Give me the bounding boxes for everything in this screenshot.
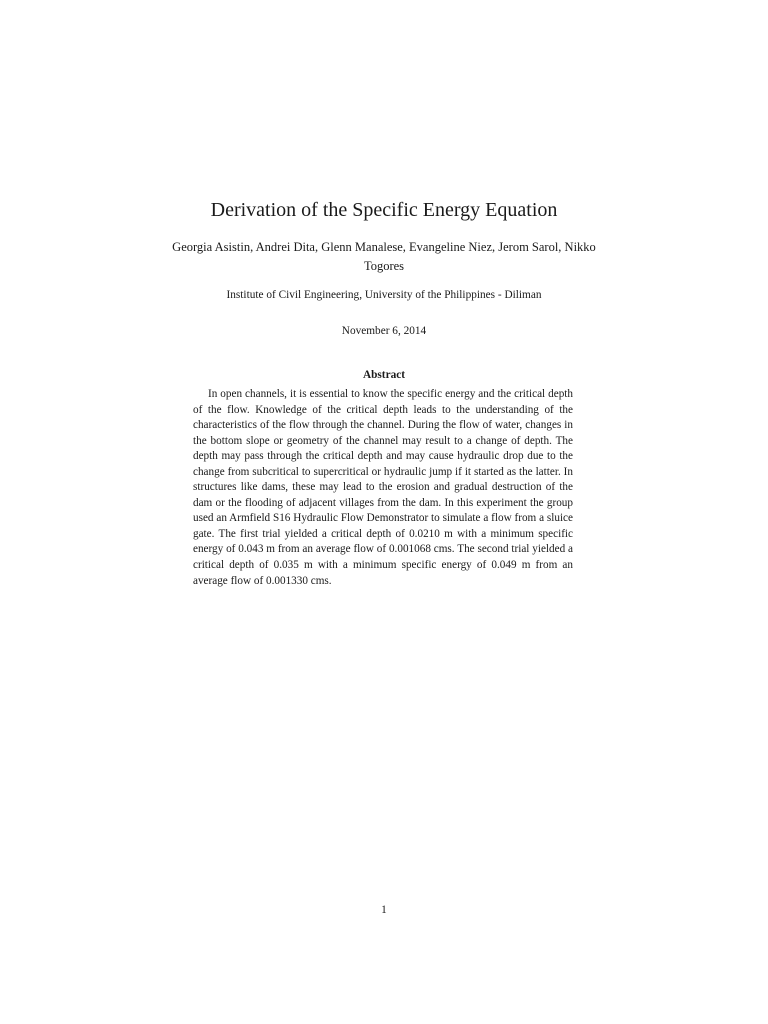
page-number: 1 xyxy=(381,904,387,916)
abstract-body xyxy=(193,387,573,589)
publication-date: November 6, 2014 xyxy=(341,325,427,337)
author-list: Georgia Asistin, Andrei Dita, Glenn Manalese, Evangeline Niez, Jerom Sarol, Nikko Togores xyxy=(172,240,596,273)
paper-title: Derivation of the Specific Energy Equation xyxy=(210,199,558,221)
abstract-paragraph: In open channels, it is essential to know the specific energy and the critical depth of the flow. Knowledge of the critical depth leads to the understanding of the characteristics of the flow through the channel. During the flow of water, changes in the bottom slope or geometry of the channel may result to a change of depth. The depth may pass through the critical depth and may cause hydraulic drop due to the change from subcritical to supercritical or hydraulic jump if it started as the latter. In structures like dams, these may lead to the erosion and gradual destruction of the dam or the flooding of adjacent villages from the dam. In this experiment the group used an Armfield S16 Hydraulic Flow Demonstrator to simulate a flow from a sluice gate. The first trial yielded a critical depth of 0.0210 m with a minimum specific energy of 0.043 m from an average flow of 0.001068 cms. The second trial yielded a critical depth of 0.035 m with a minimum specific energy of 0.049 m from an average flow of 0.001330 cms. xyxy=(193,388,573,587)
abstract-heading: Abstract xyxy=(362,369,406,381)
affiliation: Institute of Civil Engineering, University of the Philippines - Diliman xyxy=(226,289,542,301)
